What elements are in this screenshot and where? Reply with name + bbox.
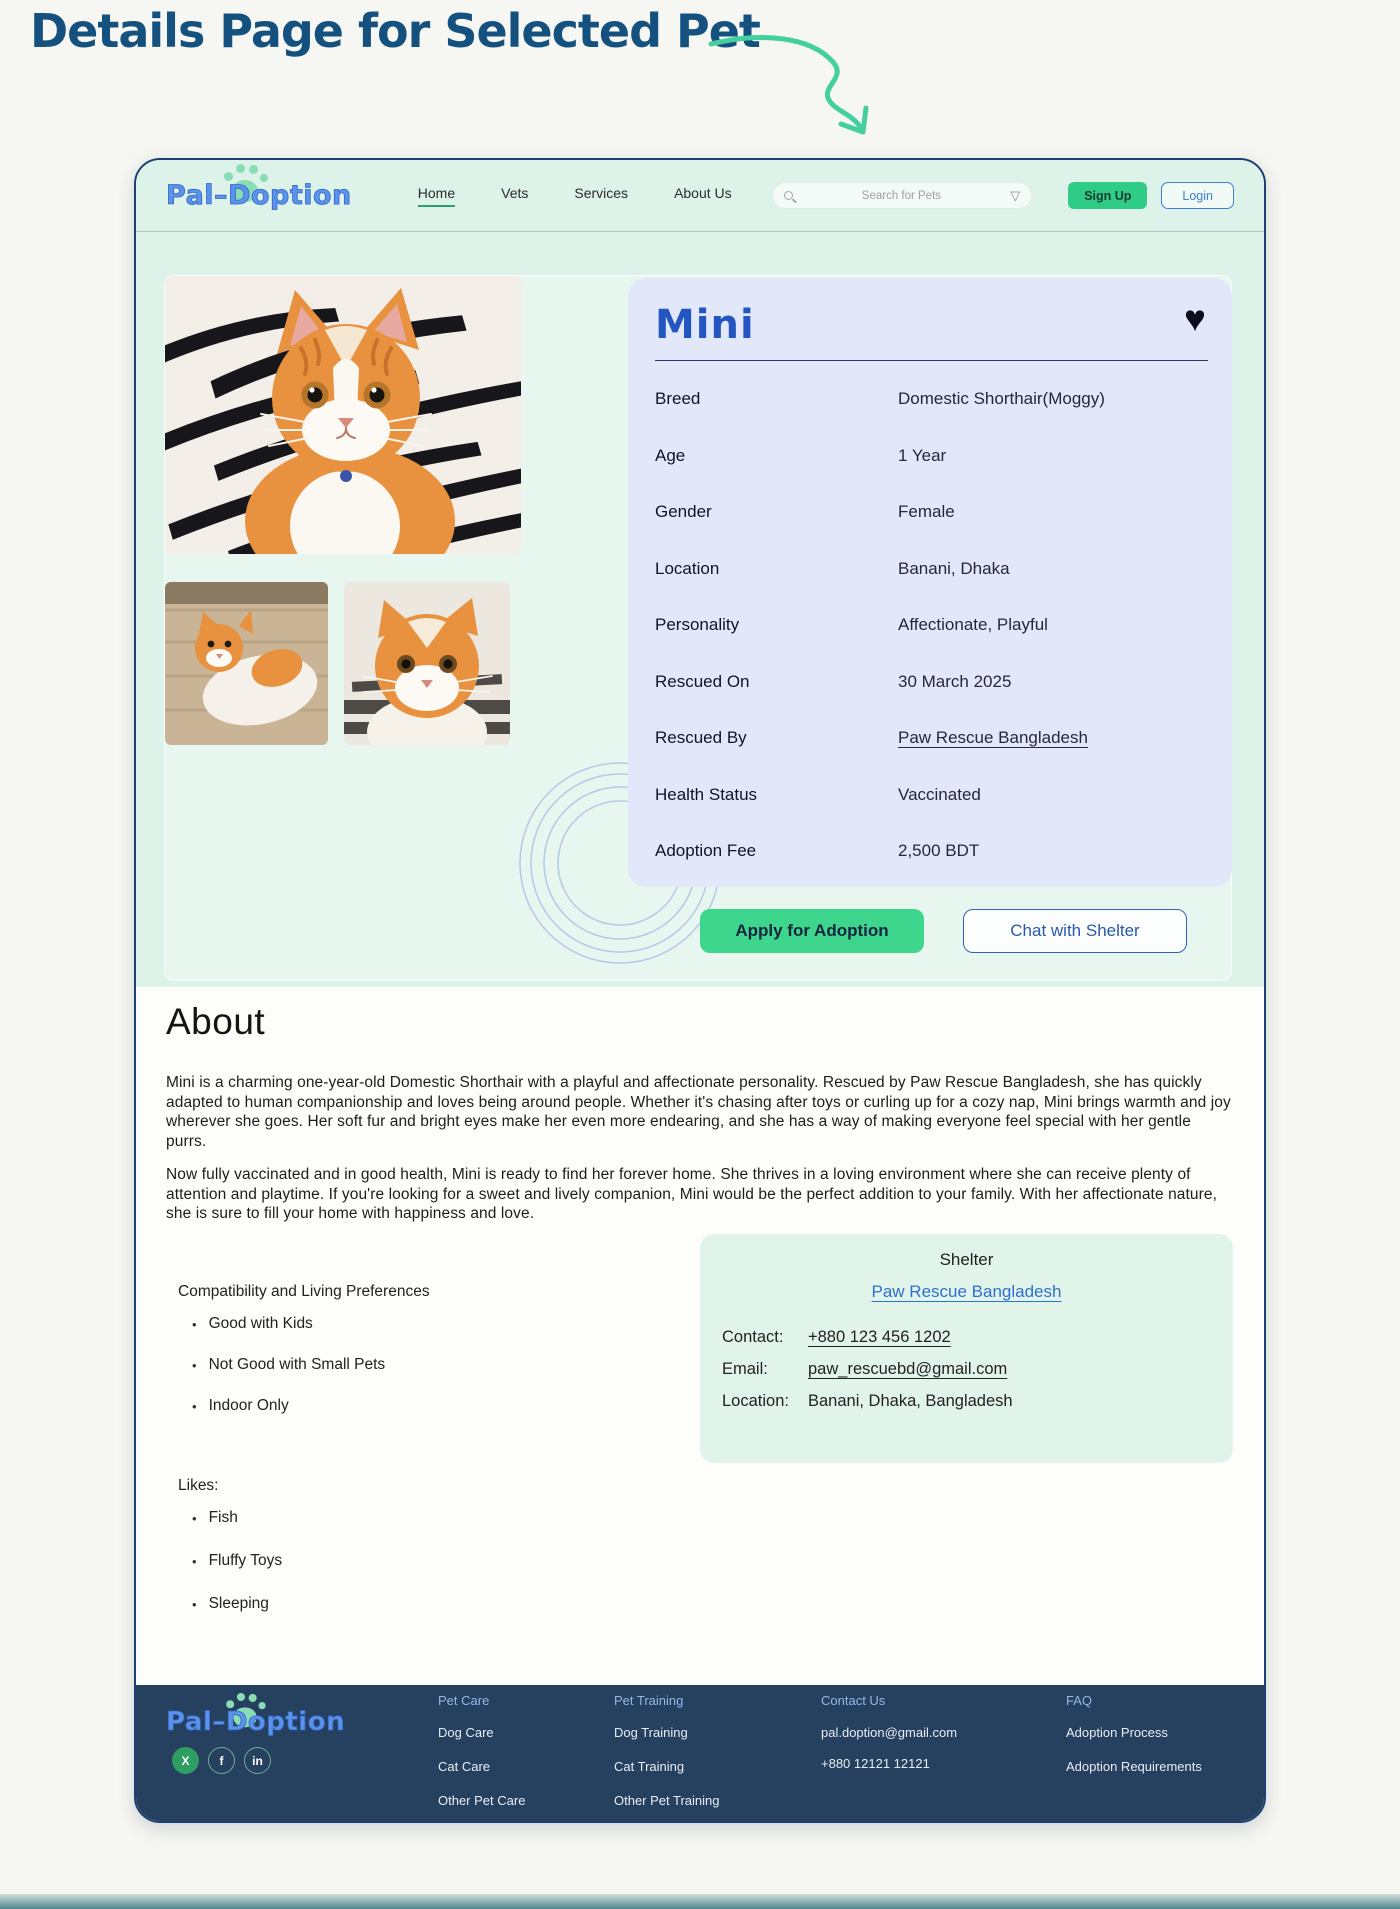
compatibility-item-label: Good with Kids [208, 1315, 313, 1332]
detail-value: Female [898, 502, 955, 522]
detail-row-gender [655, 484, 1208, 541]
footer-contact-email[interactable]: pal.doption@gmail.com [821, 1725, 958, 1740]
bullet-icon: • [192, 1398, 197, 1414]
search-icon [784, 191, 793, 200]
shelter-location-row [722, 1392, 1211, 1411]
nav-link-home[interactable]: Home [418, 185, 455, 207]
likes-item [192, 1552, 282, 1570]
footer [136, 1685, 1264, 1823]
footer-link-adoption-requirements[interactable]: Adoption Requirements [1066, 1759, 1202, 1774]
shelter-email-label: Email: [722, 1360, 768, 1378]
shelter-card [700, 1234, 1233, 1463]
detail-value: Affectionate, Playful [898, 615, 1048, 635]
footer-col-contact-us [821, 1693, 957, 1787]
detail-label: Breed [655, 389, 701, 409]
detail-row-health-status [655, 767, 1208, 824]
detail-row-personality [655, 597, 1208, 654]
footer-logo-text: Pal–Doption [166, 1707, 346, 1737]
bullet-icon: • [192, 1596, 197, 1612]
shelter-phone-link[interactable]: +880 123 456 1202 [808, 1328, 951, 1346]
likes-block [178, 1477, 282, 1638]
nav-link-services[interactable]: Services [574, 184, 629, 201]
shelter-email-link[interactable]: paw_rescuebd@gmail.com [808, 1360, 1008, 1378]
nav-link-about-us[interactable]: About Us [674, 184, 732, 201]
footer-col-title: Contact Us [821, 1693, 886, 1708]
shelter-contact-label: Contact: [722, 1328, 784, 1346]
detail-row-breed [655, 371, 1208, 428]
detail-label: Health Status [655, 784, 758, 804]
compatibility-item-label: Not Good with Small Pets [208, 1356, 386, 1373]
shelter-contact-row [722, 1328, 1211, 1347]
detail-label: Age [655, 445, 686, 465]
about-paragraph-1: Mini is a charming one-year-old Domestic Shorthair with a playful and affectionate personality. Rescued by Paw Rescue Bangladesh, she has quickly adapted to human companionship and loves being around people. Whether it's chasing after toys or curling up for a cozy nap, Mini brings warmth and joy wherever she goes. Her soft fur and bright eyes make her even more endearing, and she has a way of making everyone feel special with her gentle purrs. [166, 1074, 1231, 1150]
pet-photo-thumb-1[interactable] [165, 582, 328, 745]
rescued-by-link[interactable]: Paw Rescue Bangladesh [898, 728, 1088, 748]
browser-card [134, 158, 1266, 1823]
detail-value: 2,500 BDT [898, 841, 980, 861]
footer-col-title: Pet Care [438, 1693, 490, 1708]
name-underline [655, 360, 1208, 361]
detail-row-rescued-by [655, 710, 1208, 767]
footer-link-cat-care[interactable]: Cat Care [438, 1759, 491, 1774]
footer-link-adoption-process[interactable]: Adoption Process [1066, 1725, 1168, 1740]
detail-label: Gender [655, 502, 712, 522]
page-title: Details Page for Selected Pet [30, 4, 760, 58]
linkedin-icon[interactable]: in [244, 1747, 271, 1774]
compatibility-item [192, 1356, 430, 1374]
nav-links [418, 185, 732, 207]
detail-row-adoption-fee [655, 823, 1208, 880]
footer-contact-phone[interactable]: +880 12121 12121 [821, 1756, 930, 1771]
detail-value: Vaccinated [898, 784, 981, 804]
bullet-icon: • [192, 1316, 197, 1332]
pet-hero-section [136, 232, 1264, 987]
likes-item [192, 1509, 282, 1527]
detail-label: Rescued By [655, 728, 747, 748]
facebook-icon[interactable]: f [208, 1747, 235, 1774]
filter-icon[interactable]: ▽ [1010, 187, 1021, 203]
compatibility-item-label: Indoor Only [208, 1397, 289, 1414]
detail-row-rescued-on [655, 654, 1208, 711]
footer-col-title: Pet Training [614, 1693, 684, 1708]
shelter-heading: Shelter [939, 1250, 994, 1269]
likes-item-label: Fish [208, 1509, 238, 1526]
shelter-location-value: Banani, Dhaka, Bangladesh [808, 1392, 1013, 1410]
shelter-location-label: Location: [722, 1392, 789, 1410]
bullet-icon: • [192, 1510, 197, 1526]
hero-action-buttons [700, 909, 1187, 953]
footer-link-other-pet-training[interactable]: Other Pet Training [614, 1793, 720, 1808]
footer-link-dog-care[interactable]: Dog Care [438, 1725, 494, 1740]
footer-link-other-pet-care[interactable]: Other Pet Care [438, 1793, 526, 1808]
detail-value: 1 Year [898, 445, 947, 465]
site-logo[interactable] [166, 180, 352, 211]
compatibility-item [192, 1315, 430, 1333]
detail-label: Rescued On [655, 671, 750, 691]
search-bar[interactable] [772, 182, 1033, 209]
footer-col-pet-training [614, 1693, 720, 1823]
compatibility-item [192, 1397, 430, 1415]
nav-link-vets[interactable]: Vets [501, 184, 529, 201]
apply-for-adoption-button[interactable]: Apply for Adoption [700, 909, 924, 953]
chat-with-shelter-button[interactable]: Chat with Shelter [963, 909, 1187, 953]
shelter-email-row [722, 1360, 1211, 1379]
search-input[interactable] [793, 190, 1011, 202]
shelter-name-link[interactable]: Paw Rescue Bangladesh [871, 1282, 1062, 1301]
footer-col-title: FAQ [1066, 1693, 1093, 1708]
login-button[interactable]: Login [1161, 182, 1234, 209]
likes-item-label: Fluffy Toys [208, 1552, 283, 1569]
x-twitter-icon[interactable]: X [172, 1747, 199, 1774]
likes-title: Likes: [178, 1477, 219, 1494]
about-heading: About [166, 1001, 266, 1042]
site-logo-text: Pal–Doption [166, 180, 352, 211]
detail-label: Personality [655, 615, 740, 635]
bullet-icon: • [192, 1553, 197, 1569]
footer-col-pet-care [438, 1693, 525, 1823]
detail-value: Domestic Shorthair(Moggy) [898, 389, 1105, 409]
pet-name: Mini [655, 302, 755, 348]
pet-photo-thumb-2[interactable] [344, 582, 510, 745]
pet-photo-main [165, 276, 521, 554]
likes-item-label: Sleeping [208, 1595, 269, 1612]
arrow-doodle-icon [705, 28, 890, 153]
footer-col-faq [1066, 1693, 1202, 1793]
favorite-heart-icon[interactable]: ♥ [1184, 298, 1206, 339]
detail-label: Adoption Fee [655, 841, 757, 861]
compatibility-block [178, 1283, 430, 1438]
about-paragraph-2: Now fully vaccinated and in good health, Mini is ready to find her forever home. She thrives in a loving environment where she can receive plenty of attention and playtime. If you're looking for a sweet and lively companion, Mini would be the perfect addition to your family. With her affectionate nature, she is sure to fill your home with happiness and love. [166, 1166, 1218, 1223]
social-icons [172, 1747, 271, 1774]
detail-label: Location [655, 558, 720, 578]
about-section [136, 987, 1264, 1685]
footer-logo[interactable] [166, 1707, 345, 1737]
likes-item [192, 1595, 282, 1613]
bullet-icon: • [192, 1357, 197, 1373]
navbar [136, 160, 1264, 232]
footer-link-dog-training[interactable]: Dog Training [614, 1725, 688, 1740]
detail-value: Banani, Dhaka [898, 558, 1010, 578]
signup-button[interactable]: Sign Up [1068, 182, 1147, 209]
compatibility-title: Compatibility and Living Preferences [178, 1283, 430, 1300]
footer-link-cat-training[interactable]: Cat Training [614, 1759, 685, 1774]
bottom-band [0, 1894, 1400, 1909]
detail-row-location [655, 541, 1208, 598]
detail-row-age [655, 428, 1208, 485]
pet-detail-rows [655, 371, 1208, 880]
detail-value: 30 March 2025 [898, 671, 1012, 691]
pet-details-panel [628, 278, 1232, 887]
